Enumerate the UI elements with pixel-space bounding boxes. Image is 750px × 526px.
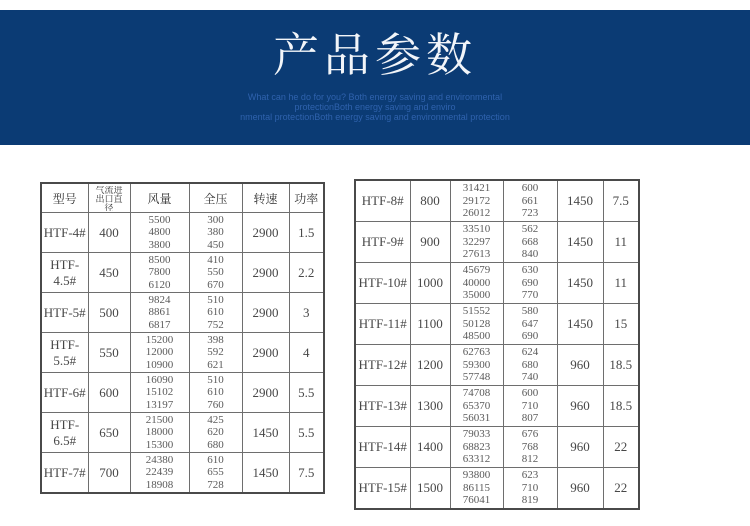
table-row (41, 293, 324, 333)
page-subtitle (0, 92, 750, 122)
pressure-cell (503, 345, 557, 386)
power-cell: 1.5 (289, 213, 324, 253)
speed-cell: 1450 (242, 453, 289, 494)
airflow-cell-value: 33510 (462, 223, 491, 236)
airflow-cell-value: 74708 (462, 387, 491, 400)
airflow-cell-value: 40000 (462, 276, 491, 289)
left-table (40, 182, 325, 494)
airflow-cell-value: 10900 (145, 358, 174, 371)
spec-table-right (354, 179, 640, 510)
pressure-cell (189, 253, 242, 293)
power-cell: 22 (603, 427, 639, 468)
speed-cell: 960 (557, 345, 603, 386)
pressure-cell-value: 680 (521, 358, 539, 371)
diameter-cell: 500 (88, 293, 130, 333)
airflow-cell (130, 453, 189, 494)
header-banner (0, 10, 750, 145)
airflow-cell-value: 26012 (462, 207, 491, 220)
pressure-cell-value: 710 (521, 481, 539, 494)
airflow-cell-value: 16090 (145, 373, 174, 386)
pressure-cell-value: 624 (521, 346, 539, 359)
model-cell: HTF-8# (355, 180, 410, 222)
airflow-cell (130, 253, 189, 293)
airflow-cell (130, 413, 189, 453)
airflow-cell-value: 51552 (462, 305, 491, 318)
power-cell: 18.5 (603, 345, 639, 386)
airflow-cell-value: 4800 (148, 226, 171, 239)
header-pressure: 全压 (189, 183, 242, 213)
airflow-cell-value: 6817 (148, 318, 171, 331)
power-cell: 5.5 (289, 413, 324, 453)
power-cell: 7.5 (603, 180, 639, 222)
table-row (355, 180, 639, 222)
pressure-cell-value: 410 (207, 253, 224, 266)
table-row (355, 304, 639, 345)
model-cell: HTF-9# (355, 222, 410, 263)
model-cell: HTF-13# (355, 386, 410, 427)
table-row (355, 386, 639, 427)
table-row (355, 222, 639, 263)
airflow-cell-value: 48500 (462, 330, 491, 343)
model-cell: HTF-14# (355, 427, 410, 468)
header-diameter-line: 气流进 (95, 185, 123, 195)
header-diameter-lines (89, 186, 130, 211)
pressure-cell-value: 760 (207, 398, 224, 411)
pressure-cell (503, 427, 557, 468)
airflow-cell-value: 3800 (148, 238, 171, 251)
pressure-cell-value: 740 (521, 371, 539, 384)
diameter-cell: 800 (410, 180, 450, 222)
pressure-cell (189, 373, 242, 413)
pressure-cell-value: 580 (521, 305, 539, 318)
table-row (355, 345, 639, 386)
diameter-cell: 1300 (410, 386, 450, 427)
airflow-cell-value: 13197 (145, 398, 174, 411)
airflow-cell-value: 15200 (145, 333, 174, 346)
airflow-cell-value: 7800 (148, 266, 171, 279)
header-diameter-line: 径 (104, 202, 114, 211)
power-cell: 5.5 (289, 373, 324, 413)
pressure-cell-value: 600 (521, 387, 539, 400)
pressure-cell-value: 670 (207, 278, 224, 291)
pressure-cell-value: 680 (207, 438, 224, 451)
airflow-cell-value: 50128 (462, 317, 491, 330)
speed-cell: 1450 (557, 222, 603, 263)
pressure-cell-value: 562 (521, 223, 539, 236)
model-cell: HTF-6# (41, 373, 88, 413)
airflow-cell-value: 8861 (148, 306, 171, 319)
pressure-cell-value: 752 (207, 318, 224, 331)
pressure-cell-value: 723 (521, 207, 539, 220)
pressure-cell-value: 610 (207, 306, 224, 319)
pressure-cell-value: 840 (521, 248, 539, 261)
airflow-cell-value: 57748 (462, 371, 491, 384)
diameter-cell: 1400 (410, 427, 450, 468)
pressure-cell-value: 710 (521, 399, 539, 412)
pressure-cell-value: 510 (207, 293, 224, 306)
speed-cell: 1450 (242, 413, 289, 453)
pressure-cell-value: 510 (207, 373, 224, 386)
airflow-cell (450, 468, 503, 510)
pressure-cell (503, 386, 557, 427)
page-title: 产品参数 (273, 29, 477, 81)
pressure-cell-value: 812 (521, 453, 539, 466)
pressure-cell-value: 592 (207, 346, 224, 359)
header-airflow: 风量 (130, 183, 189, 213)
pressure-cell-value: 380 (207, 226, 224, 239)
header-row (41, 183, 324, 213)
diameter-cell: 550 (88, 333, 130, 373)
subtitle-line: protectionBoth energy saving and enviro (294, 102, 456, 112)
table-row (41, 333, 324, 373)
airflow-cell (450, 180, 503, 222)
airflow-cell-value: 12000 (145, 346, 174, 359)
pressure-cell (189, 293, 242, 333)
airflow-cell-value: 32297 (462, 235, 491, 248)
pressure-cell-value: 690 (521, 330, 539, 343)
header-diameter-line: 出口直 (95, 193, 123, 204)
airflow-cell-value: 31421 (462, 182, 491, 195)
pressure-cell-value: 676 (521, 428, 539, 441)
airflow-cell-value: 8500 (148, 253, 171, 266)
subtitle-line: nmental protectionBoth energy saving and environmental protection (240, 112, 510, 122)
power-cell: 18.5 (603, 386, 639, 427)
diameter-cell: 450 (88, 253, 130, 293)
power-cell: 11 (603, 222, 639, 263)
airflow-cell (450, 386, 503, 427)
pressure-cell-value: 620 (207, 426, 224, 439)
pressure-cell-value: 655 (207, 466, 224, 479)
power-cell: 2.2 (289, 253, 324, 293)
power-cell: 11 (603, 263, 639, 304)
model-cell: HTF-5.5# (41, 333, 88, 373)
table-row (355, 468, 639, 510)
model-cell: HTF-11# (355, 304, 410, 345)
airflow-cell-value: 65370 (462, 399, 491, 412)
airflow-cell-value: 56031 (462, 412, 491, 425)
pressure-cell (503, 304, 557, 345)
speed-cell: 2900 (242, 253, 289, 293)
power-cell: 7.5 (289, 453, 324, 494)
airflow-cell-value: 9824 (148, 293, 171, 306)
airflow-cell-value: 18908 (145, 478, 174, 491)
airflow-cell (130, 333, 189, 373)
airflow-cell-value: 15300 (145, 438, 174, 451)
pressure-cell-value: 770 (521, 289, 539, 302)
airflow-cell-value: 86115 (462, 481, 491, 494)
pressure-cell (503, 468, 557, 510)
diameter-cell: 900 (410, 222, 450, 263)
diameter-cell: 1200 (410, 345, 450, 386)
airflow-cell-value: 22439 (145, 466, 174, 479)
airflow-cell-value: 62763 (462, 346, 491, 359)
table-row (41, 253, 324, 293)
speed-cell: 2900 (242, 293, 289, 333)
model-cell: HTF-15# (355, 468, 410, 510)
airflow-cell (450, 263, 503, 304)
model-cell: HTF-5# (41, 293, 88, 333)
table-row (41, 373, 324, 413)
pressure-cell-value: 647 (521, 317, 539, 330)
speed-cell: 960 (557, 427, 603, 468)
airflow-cell (450, 345, 503, 386)
airflow-cell-value: 6120 (148, 278, 171, 291)
pressure-cell-value: 610 (207, 453, 224, 466)
airflow-cell-value: 27613 (462, 248, 491, 261)
airflow-cell-value: 21500 (145, 413, 174, 426)
pressure-cell-value: 661 (521, 194, 539, 207)
table-row (41, 213, 324, 253)
pressure-cell (189, 333, 242, 373)
speed-cell: 2900 (242, 333, 289, 373)
spec-table-left (40, 182, 325, 494)
airflow-cell-value: 18000 (145, 426, 174, 439)
pressure-cell-value: 623 (521, 469, 539, 482)
model-cell: HTF-7# (41, 453, 88, 494)
pressure-cell-value: 300 (207, 213, 224, 226)
pressure-cell-value: 398 (207, 333, 224, 346)
airflow-cell (450, 222, 503, 263)
pressure-cell (189, 413, 242, 453)
airflow-cell-value: 59300 (462, 358, 491, 371)
pressure-cell-value: 610 (207, 386, 224, 399)
pressure-cell (189, 453, 242, 494)
model-cell: HTF-6.5# (41, 413, 88, 453)
table-row (355, 263, 639, 304)
model-cell: HTF-4.5# (41, 253, 88, 293)
power-cell: 22 (603, 468, 639, 510)
pressure-cell (503, 222, 557, 263)
airflow-cell-value: 35000 (462, 289, 491, 302)
power-cell: 4 (289, 333, 324, 373)
pressure-cell-value: 668 (521, 235, 539, 248)
airflow-cell-value: 79033 (462, 428, 491, 441)
power-cell: 3 (289, 293, 324, 333)
diameter-cell: 1500 (410, 468, 450, 510)
right-table (354, 179, 640, 510)
pressure-cell-value: 728 (207, 478, 224, 491)
airflow-cell-value: 45679 (462, 264, 491, 277)
speed-cell: 2900 (242, 373, 289, 413)
model-cell: HTF-10# (355, 263, 410, 304)
airflow-cell (130, 213, 189, 253)
airflow-cell-value: 68823 (462, 440, 491, 453)
airflow-cell (130, 293, 189, 333)
diameter-cell: 1000 (410, 263, 450, 304)
speed-cell: 1450 (557, 263, 603, 304)
speed-cell: 960 (557, 386, 603, 427)
header-model: 型号 (41, 183, 88, 213)
diameter-cell: 700 (88, 453, 130, 494)
speed-cell: 960 (557, 468, 603, 510)
power-cell: 15 (603, 304, 639, 345)
diameter-cell: 1100 (410, 304, 450, 345)
pressure-cell-value: 621 (207, 358, 224, 371)
pressure-cell-value: 690 (521, 276, 539, 289)
airflow-cell-value: 5500 (148, 213, 171, 226)
diameter-cell: 650 (88, 413, 130, 453)
diameter-cell: 600 (88, 373, 130, 413)
pressure-cell-value: 425 (207, 413, 224, 426)
pressure-cell-value: 768 (521, 440, 539, 453)
airflow-cell-value: 24380 (145, 453, 174, 466)
header-power: 功率 (289, 183, 324, 213)
airflow-cell-value: 15102 (145, 386, 174, 399)
table-row (41, 453, 324, 494)
airflow-cell (450, 427, 503, 468)
airflow-cell (450, 304, 503, 345)
table-row (355, 427, 639, 468)
diameter-cell: 400 (88, 213, 130, 253)
header-speed: 转速 (242, 183, 289, 213)
model-cell: HTF-4# (41, 213, 88, 253)
airflow-cell-value: 93800 (462, 469, 491, 482)
pressure-cell-value: 807 (521, 412, 539, 425)
airflow-cell-value: 29172 (462, 194, 491, 207)
speed-cell: 2900 (242, 213, 289, 253)
pressure-cell (503, 263, 557, 304)
airflow-cell (130, 373, 189, 413)
subtitle-line: What can he do for you? Both energy saving and environmental (247, 92, 503, 102)
model-cell: HTF-12# (355, 345, 410, 386)
airflow-cell-value: 63312 (462, 453, 491, 466)
header-diameter (88, 183, 130, 213)
pressure-cell (189, 213, 242, 253)
airflow-cell-value: 76041 (462, 494, 491, 507)
pressure-cell-value: 819 (521, 494, 539, 507)
speed-cell: 1450 (557, 304, 603, 345)
pressure-cell-value: 450 (207, 238, 224, 251)
pressure-cell-value: 630 (521, 264, 539, 277)
table-row (41, 413, 324, 453)
pressure-cell-value: 550 (207, 266, 224, 279)
speed-cell: 1450 (557, 180, 603, 222)
pressure-cell (503, 180, 557, 222)
pressure-cell-value: 600 (521, 182, 539, 195)
